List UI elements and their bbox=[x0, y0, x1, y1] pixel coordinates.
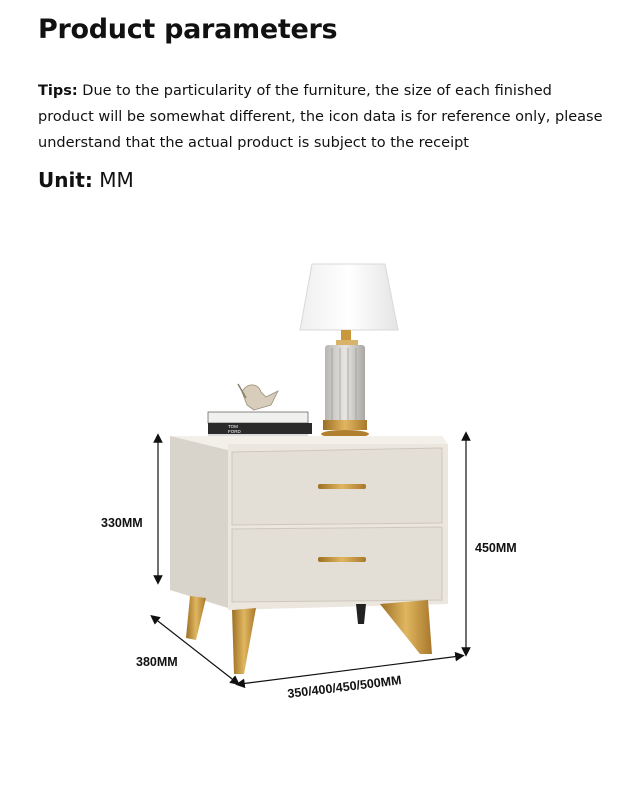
unit-label: Unit: bbox=[38, 168, 93, 192]
book-brand-line1: TOM bbox=[228, 424, 238, 429]
page-title: Product parameters bbox=[38, 14, 338, 45]
dim-total-height-label: 450MM bbox=[475, 541, 517, 555]
drawer-handle-bottom bbox=[318, 557, 366, 562]
unit-value: MM bbox=[92, 168, 134, 192]
tips-text: Due to the particularity of the furniture, the size of each finished product will be somewhat different, the icon data is for reference only, please understand that the actual product is subject to the receipt bbox=[38, 83, 603, 151]
drawer-handle-top bbox=[318, 484, 366, 489]
tips-label: Tips: bbox=[38, 83, 78, 99]
book-brand-line2: FORD bbox=[228, 429, 241, 434]
dim-width-label: 350/400/450/500MM bbox=[286, 673, 403, 701]
dim-depth-label: 380MM bbox=[136, 655, 178, 669]
nightstand-body bbox=[170, 436, 448, 610]
books-stack bbox=[208, 384, 312, 436]
dim-drawer-height-label: 330MM bbox=[101, 516, 143, 530]
table-lamp bbox=[300, 264, 398, 438]
